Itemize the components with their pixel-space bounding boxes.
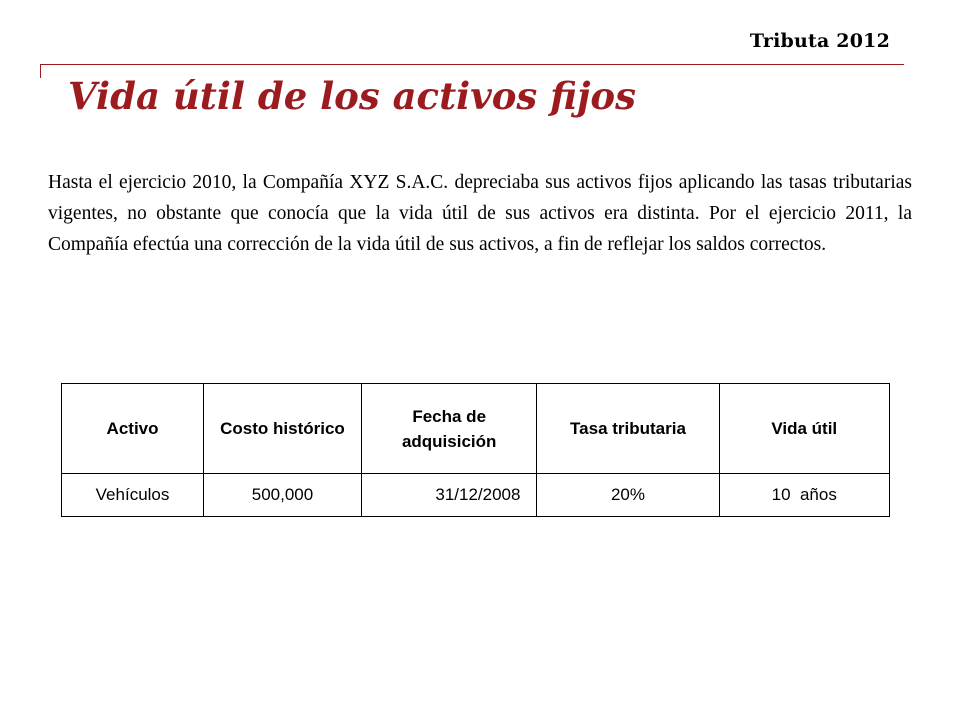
- cell-tasa: 20%: [537, 474, 719, 517]
- body-paragraph: Hasta el ejercicio 2010, la Compañía XYZ S.A.C. depreciaba sus activos fijos aplicando las tasas tributarias vigentes, no obstante que conocía que la vida útil de sus activos era distinta. Por el ejercicio 2011, la Compañía efectúa una corrección de la vida útil de sus activos, a fin de reflejar los saldos correctos.: [48, 172, 912, 255]
- header-rule-tick: [40, 64, 41, 78]
- cell-fecha: 31/12/2008: [361, 474, 537, 517]
- header-vida-util: Vida útil: [719, 384, 890, 474]
- header-fecha-adquisicion: Fecha de adquisición: [361, 384, 537, 474]
- asset-table: [61, 383, 890, 517]
- cell-costo: 500,000: [204, 474, 362, 517]
- slide-title: Vida útil de los activos fijos: [68, 74, 636, 118]
- cell-activo: Vehículos: [62, 474, 204, 517]
- cell-vida: 10 años: [719, 474, 890, 517]
- header-costo-historico: Costo histórico: [204, 384, 362, 474]
- header-activo: Activo: [62, 384, 204, 474]
- table-row: [62, 474, 890, 517]
- header-tasa-tributaria: Tasa tributaria: [537, 384, 719, 474]
- brand-label: Tributa 2012: [749, 30, 890, 52]
- header-rule: [40, 64, 904, 65]
- table-header-row: [62, 384, 890, 474]
